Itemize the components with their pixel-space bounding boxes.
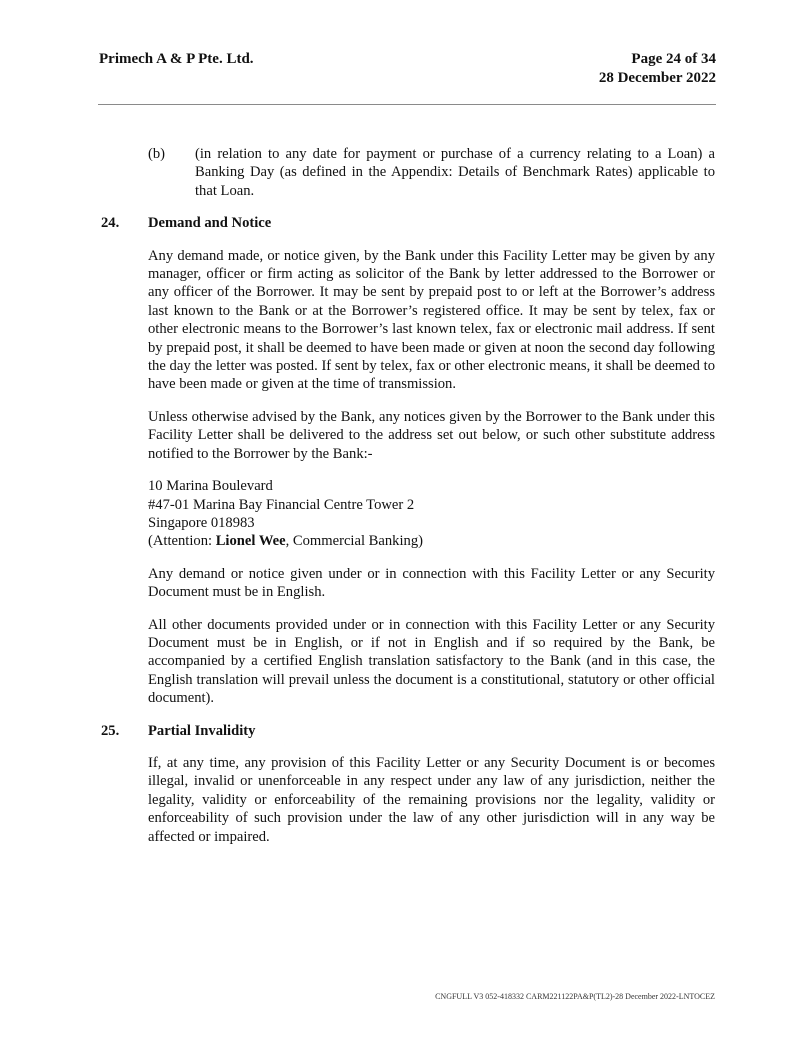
paragraph: If, at any time, any provision of this Facility Letter or any Security Document is or becomes illegal, invalid or unenforceable in any respect under any law of any jurisdiction, neither the legality, validity or enforceability of the remaining provisions nor the legality, validity or enforceability of such provision under the law of any other jurisdiction will in any way be affected or impaired. — [148, 754, 715, 845]
clause-text: (in relation to any date for payment or purchase of a currency relating to a Loan) a Banking Day (as defined in the Appendix: Details of Benchmark Rates) applicable to that Loan. — [195, 146, 715, 199]
section-heading-25 — [101, 722, 715, 740]
page-number: Page 24 of 34 — [631, 51, 716, 67]
section-number: 24. — [101, 215, 120, 232]
section-number: 25. — [101, 722, 120, 739]
clause-b — [148, 145, 715, 200]
paragraph: Any demand made, or notice given, by the Bank under this Facility Letter may be given by any manager, officer or firm acting as solicitor of the Bank by letter addressed to the Borrower or any officer of the Borrower. It may be sent by prepaid post to or left at the Borrower’s address last known to the Bank or at the Borrower’s registered office. It may be sent by telex, fax or other electronic means to the Borrower’s last known telex, fax or electronic mail address. If sent by prepaid post, it shall be deemed to have been made or given at noon the second day following the day the letter was posted. If sent by telex, fax or other electronic means, it shall be deemed to have been made or given at the time of transmission. — [148, 247, 715, 393]
paragraph: Any demand or notice given under or in connection with this Facility Letter or any Security Document must be in English. — [148, 565, 715, 601]
address-line: 10 Marina Boulevard — [148, 478, 273, 495]
address-block — [148, 477, 715, 551]
section-title: Demand and Notice — [148, 215, 272, 232]
attention-prefix: (Attention: — [148, 533, 216, 550]
section-heading-24 — [101, 214, 715, 232]
address-line: #47-01 Marina Bay Financial Centre Tower 2 — [148, 496, 415, 513]
attention-suffix: , Commercial Banking) — [285, 533, 423, 550]
clause-label: (b) — [148, 146, 166, 162]
company-name: Primech A & P Pte. Ltd. — [99, 51, 254, 67]
header-divider — [98, 104, 716, 105]
section-title: Partial Invalidity — [148, 722, 256, 739]
paragraph: All other documents provided under or in connection with this Facility Letter or any Security Document must be in English, or if not in English and if so required by the Bank, be accompanied by a certified English translation satisfactory to the Bank (and in this case, the English translation will prevail unless the document is a constitutional, statutory or other official document). — [148, 616, 715, 707]
paragraph: Unless otherwise advised by the Bank, any notices given by the Borrower to the Bank under this Facility Letter shall be delivered to the address set out below, or such other substitute address notified to the Borrower by the Bank:- — [148, 408, 715, 462]
attention-name: Lionel Wee — [215, 533, 286, 550]
attention-line — [148, 532, 715, 550]
address-line: Singapore 018983 — [148, 514, 255, 531]
document-body — [101, 145, 715, 860]
page-header-right — [599, 50, 716, 88]
document-date: 28 December 2022 — [598, 70, 716, 86]
footer-reference: CNGFULL V3 052-418332 CARM221122PA&P(TL2)-28 December 2022-LNTOCEZ — [435, 992, 715, 1001]
